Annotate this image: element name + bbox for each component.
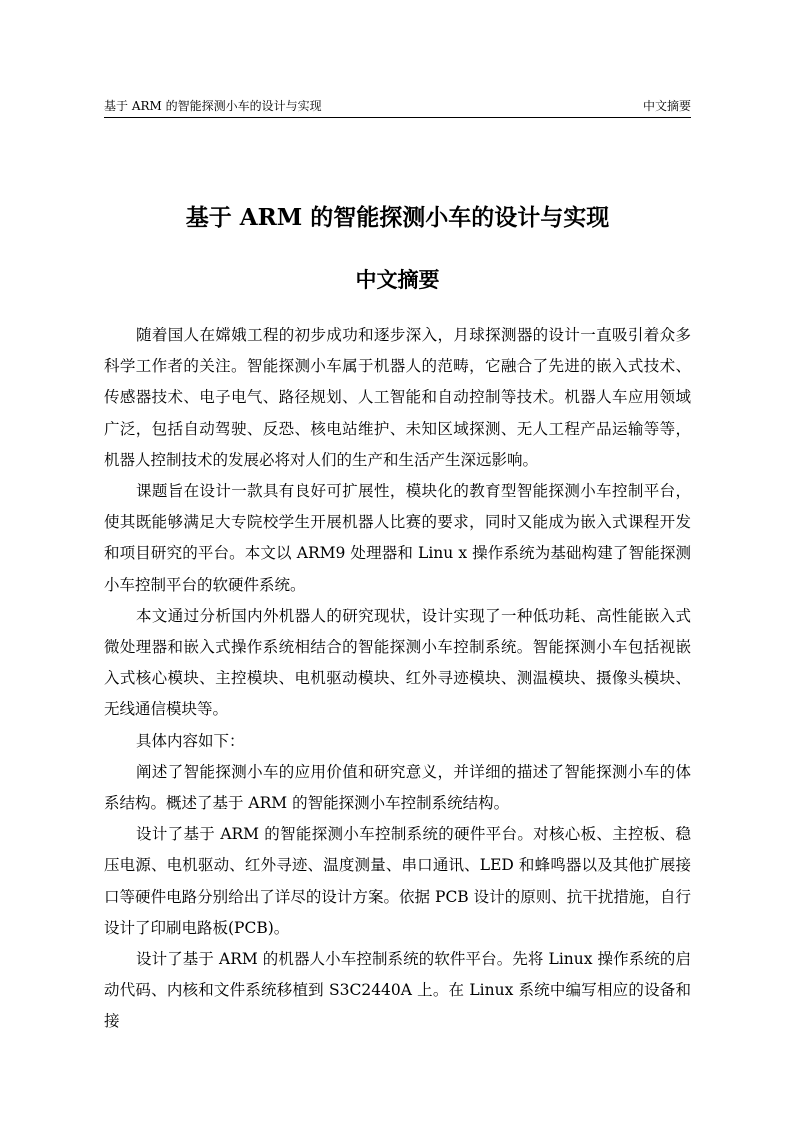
paragraph-contents-intro: 具体内容如下： — [136, 731, 245, 750]
paragraph-software: 设计了基于 ARM 的机器人小车控制系统的软件平台。先将 Linux 操作系统的启动代码、内核和文件系统移植到 S3C2440A 上。在 Linux 系统中编写相应的设备和接 — [104, 950, 691, 1031]
paragraph-architecture: 阐述了智能探测小车的应用价值和研究意义，并详细的描述了智能探测小车的体系结构。概述了基于 ARM 的智能探测小车控制系统结构。 — [104, 762, 691, 813]
paragraph-system-overview: 本文通过分析国内外机器人的研究现状，设计实现了一种低功耗、高性能嵌入式微处理器和嵌入式操作系统相结合的智能探测小车控制系统。智能探测小车包括视嵌入式核心模块、主控模块、电机驱动模块、红外寻迹模块、测温模块、摄像头模块、无线通信模块等。 — [104, 606, 691, 719]
paragraph-hardware: 设计了基于 ARM 的智能探测小车控制系统的硬件平台。对核心板、主控板、稳压电源、电机驱动、红外寻迹、温度测量、串口通讯、LED 和蜂鸣器以及其他扩展接口等硬件电路分别给出了详尽的设计方案。依据 PCB 设计的原则、抗干扰措施，自行设计了印刷电路板(PCB)。 — [104, 825, 691, 937]
page-header — [104, 97, 691, 118]
header-document-title: 基于 ARM 的智能探测小车的设计与实现 — [104, 99, 322, 113]
paragraph-background: 随着国人在嫦娥工程的初步成功和逐步深入，月球探测器的设计一直吸引着众多科学工作者的关注。智能探测小车属于机器人的范畴，它融合了先进的嵌入式技术、传感器技术、电子电气、路径规划、人工智能和自动控制等技术。机器人车应用领域广泛，包括自动驾驶、反恐、核电站维护、未知区域探测、无人工程产品运输等等，机器人控制技术的发展必将对人们的生产和生活产生深远影响。 — [104, 326, 691, 469]
paragraph-objective: 课题旨在设计一款具有良好可扩展性，模块化的教育型智能探测小车控制平台，使其既能够满足大专院校学生开展机器人比赛的要求，同时又能成为嵌入式课程开发和项目研究的平台。本文以 ARM9 处理器和 Linu x 操作系统为基础构建了智能探测小车控制平台的软硬件系统。 — [104, 482, 691, 594]
document-title: 基于 ARM 的智能探测小车的设计与实现 — [185, 204, 610, 231]
abstract-body — [104, 320, 691, 1038]
header-section-name: 中文摘要 — [642, 99, 691, 113]
abstract-heading: 中文摘要 — [355, 267, 440, 292]
